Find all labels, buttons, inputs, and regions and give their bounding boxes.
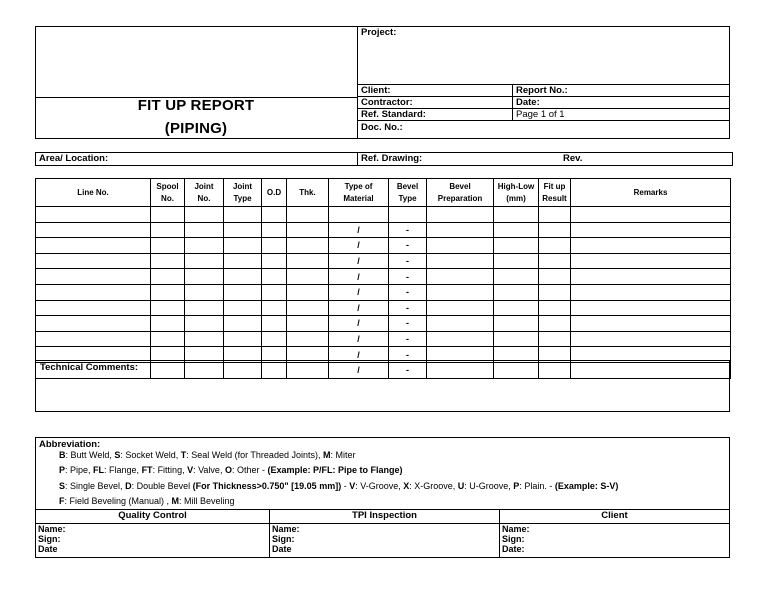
report-title: FIT UP REPORT	[137, 97, 255, 114]
project-label: Project:	[361, 27, 397, 38]
table-row	[36, 331, 731, 347]
column-header-text: Joint	[194, 181, 214, 191]
bevel-type-legend	[59, 481, 618, 492]
table-cell[interactable]: /	[329, 222, 389, 238]
qc-sign-field[interactable]: Sign:	[38, 534, 61, 544]
table-cell[interactable]	[494, 238, 539, 254]
column-header-text: (mm)	[506, 193, 526, 203]
abbreviation-text: : Other -	[231, 465, 268, 475]
table-cell[interactable]	[36, 284, 151, 300]
column-header-text: Spool	[156, 181, 179, 191]
rule	[357, 120, 730, 121]
column-header-text: No.	[161, 193, 174, 203]
table-cell[interactable]	[539, 300, 571, 316]
abbreviation-text: : Pipe,	[65, 465, 94, 475]
contractor-label: Contractor:	[361, 97, 413, 108]
fit-up-table	[35, 178, 731, 379]
tpi-date-field[interactable]: Date	[272, 544, 292, 554]
doc-no-label: Doc. No.:	[361, 122, 403, 133]
table-row	[36, 253, 731, 269]
column-header	[571, 179, 731, 207]
abbreviation-text: FT	[141, 465, 153, 475]
abbreviation-box	[35, 437, 730, 510]
table-cell[interactable]	[494, 284, 539, 300]
column-header-text: O.D	[266, 187, 282, 197]
tpi-inspection-heading: TPI Inspection	[270, 510, 499, 524]
qc-name-field[interactable]: Name:	[38, 524, 66, 534]
abbreviation-heading: Abbreviation:	[39, 439, 101, 450]
quality-control-column	[36, 510, 270, 558]
table-cell[interactable]	[494, 331, 539, 347]
abbreviation-text: : Butt Weld,	[65, 450, 115, 460]
joint-material-legend	[59, 465, 403, 476]
table-cell[interactable]	[287, 284, 329, 300]
column-header	[539, 179, 571, 207]
table-cell[interactable]	[36, 207, 151, 223]
column-header-text: Type of	[344, 181, 373, 191]
table-cell[interactable]	[36, 238, 151, 254]
abbreviation-text: O	[224, 465, 232, 475]
table-cell[interactable]	[262, 316, 287, 332]
table-cell[interactable]	[151, 253, 185, 269]
table-cell[interactable]	[389, 207, 427, 223]
tpi-name-field[interactable]: Name:	[272, 524, 300, 534]
abbreviation-text: : X-Groove,	[409, 481, 458, 491]
table-cell[interactable]	[571, 253, 731, 269]
table-row	[36, 222, 731, 238]
table-cell[interactable]	[262, 300, 287, 316]
abbreviation-text: D	[125, 481, 132, 491]
table-cell[interactable]: -	[389, 284, 427, 300]
table-cell[interactable]	[151, 269, 185, 285]
column-header-text: Joint	[232, 181, 253, 191]
abbreviation-text: : Flange,	[104, 465, 142, 475]
table-cell[interactable]	[539, 316, 571, 332]
ref-standard-label: Ref. Standard:	[361, 109, 426, 120]
qc-date-field[interactable]: Date	[38, 544, 58, 554]
table-cell[interactable]	[262, 284, 287, 300]
table-cell[interactable]	[427, 207, 494, 223]
table-cell[interactable]	[151, 284, 185, 300]
table-cell[interactable]	[36, 253, 151, 269]
table-cell[interactable]: /	[329, 238, 389, 254]
table-cell[interactable]	[539, 284, 571, 300]
client-name-field[interactable]: Name:	[502, 524, 530, 534]
table-cell[interactable]	[539, 331, 571, 347]
table-cell[interactable]	[262, 222, 287, 238]
column-header	[427, 179, 494, 207]
column-header	[151, 179, 185, 207]
column-header-text: Line No.	[77, 187, 109, 197]
table-cell[interactable]	[494, 300, 539, 316]
abbreviation-text: (For Thickness	[192, 481, 257, 491]
table-row	[36, 207, 731, 223]
table-cell[interactable]: /	[329, 331, 389, 347]
column-header-text: Result	[542, 193, 567, 203]
table-cell[interactable]	[539, 269, 571, 285]
table-cell[interactable]	[571, 238, 731, 254]
technical-comments-box[interactable]	[35, 360, 730, 412]
table-cell[interactable]	[571, 284, 731, 300]
area-location-label: Area/ Location:	[39, 153, 109, 164]
table-cell[interactable]	[539, 207, 571, 223]
column-header	[494, 179, 539, 207]
abbreviation-text: M	[171, 496, 180, 506]
table-cell[interactable]	[427, 222, 494, 238]
column-header	[389, 179, 427, 207]
table-row	[36, 238, 731, 254]
tpi-inspection-column	[270, 510, 500, 558]
table-cell[interactable]	[224, 316, 262, 332]
weld-type-legend	[59, 450, 355, 461]
abbreviation-text: P	[59, 465, 66, 475]
rev-label: Rev.	[563, 153, 583, 164]
abbreviation-text: >0.750" [19.05 mm])	[256, 481, 342, 491]
table-cell[interactable]: -	[389, 316, 427, 332]
table-cell[interactable]	[224, 222, 262, 238]
table-cell[interactable]	[151, 238, 185, 254]
abbreviation-text: M	[322, 450, 331, 460]
table-cell[interactable]	[185, 284, 224, 300]
table-cell[interactable]	[494, 253, 539, 269]
table-cell[interactable]	[151, 222, 185, 238]
table-cell[interactable]	[262, 269, 287, 285]
table-cell[interactable]	[36, 222, 151, 238]
table-cell[interactable]: -	[389, 362, 427, 378]
table-cell[interactable]	[571, 331, 731, 347]
abbreviation-text: S	[114, 450, 121, 460]
table-cell[interactable]: -	[389, 253, 427, 269]
table-cell[interactable]	[262, 331, 287, 347]
table-cell[interactable]	[262, 207, 287, 223]
table-cell[interactable]	[151, 331, 185, 347]
column-header	[185, 179, 224, 207]
table-cell[interactable]	[224, 269, 262, 285]
report-no-label: Report No.:	[516, 85, 568, 96]
table-cell[interactable]	[185, 331, 224, 347]
table-cell[interactable]	[262, 238, 287, 254]
table-cell[interactable]	[494, 269, 539, 285]
column-header-text: Type	[398, 193, 417, 203]
table-cell[interactable]	[571, 269, 731, 285]
column-header-text: Bevel	[449, 181, 471, 191]
abbreviation-text: U	[457, 481, 465, 491]
column-header-text: No.	[197, 193, 211, 203]
page-number: Page 1 of 1	[516, 109, 565, 120]
table-cell[interactable]	[224, 207, 262, 223]
table-cell[interactable]: -	[389, 238, 427, 254]
column-header-text: Type	[233, 193, 252, 203]
abbreviation-text: FL	[93, 465, 105, 475]
table-cell[interactable]: /	[329, 269, 389, 285]
table-cell[interactable]	[185, 269, 224, 285]
table-cell[interactable]	[427, 269, 494, 285]
table-cell[interactable]	[494, 222, 539, 238]
abbreviation-text: (Example: S-V)	[554, 481, 619, 491]
table-cell[interactable]	[224, 300, 262, 316]
abbreviation-text: V	[349, 481, 356, 491]
rule	[357, 96, 730, 97]
abbreviation-text: S	[59, 481, 66, 491]
table-cell[interactable]	[494, 316, 539, 332]
table-cell[interactable]	[427, 316, 494, 332]
table-header-row	[36, 179, 731, 207]
table-cell[interactable]: /	[329, 253, 389, 269]
table-cell[interactable]: -	[389, 347, 427, 363]
abbreviation-text: : Mill Beveling	[179, 496, 235, 506]
rule	[512, 84, 513, 120]
table-cell[interactable]	[36, 269, 151, 285]
table-cell[interactable]	[36, 300, 151, 316]
client-date-field[interactable]: Date:	[502, 544, 525, 554]
table-cell[interactable]	[185, 238, 224, 254]
table-cell[interactable]	[329, 207, 389, 223]
column-header	[287, 179, 329, 207]
table-cell[interactable]	[427, 331, 494, 347]
table-row	[36, 300, 731, 316]
column-header-text: Thk.	[299, 187, 316, 197]
table-cell[interactable]	[287, 253, 329, 269]
column-header-text: Preparation	[437, 193, 483, 203]
abbreviation-text: V	[187, 465, 194, 475]
table-cell[interactable]	[185, 300, 224, 316]
abbreviation-text: (Example: P/FL: Pipe to Flange)	[267, 465, 403, 475]
technical-comments-label: Technical Comments:	[40, 362, 139, 373]
tpi-sign-field[interactable]: Sign:	[272, 534, 295, 544]
column-header	[36, 179, 151, 207]
table-body	[36, 207, 731, 379]
table-cell[interactable]: -	[389, 331, 427, 347]
table-cell[interactable]	[287, 222, 329, 238]
table-cell[interactable]	[36, 316, 151, 332]
abbreviation-text: : Fitting,	[152, 465, 188, 475]
table-cell[interactable]	[185, 253, 224, 269]
table-cell[interactable]	[571, 222, 731, 238]
table-cell[interactable]	[185, 316, 224, 332]
table-row	[36, 316, 731, 332]
table-cell[interactable]: -	[389, 222, 427, 238]
table-cell[interactable]	[427, 253, 494, 269]
column-header-text: Remarks	[633, 187, 668, 197]
abbreviation-text: : Valve,	[193, 465, 225, 475]
abbreviation-text: : Plain. -	[519, 481, 555, 491]
table-cell[interactable]	[36, 331, 151, 347]
signature-block	[35, 510, 730, 558]
table-cell[interactable]: /	[329, 300, 389, 316]
table-cell[interactable]: /	[329, 284, 389, 300]
table-cell[interactable]: /	[329, 316, 389, 332]
table-cell[interactable]	[494, 207, 539, 223]
column-header	[224, 179, 262, 207]
column-header	[329, 179, 389, 207]
column-header-text: Bevel	[396, 181, 419, 191]
client-heading: Client	[500, 510, 729, 524]
abbreviation-text: X	[403, 481, 410, 491]
client-column	[500, 510, 729, 558]
table-cell[interactable]	[287, 331, 329, 347]
abbreviation-text: : U-Groove,	[464, 481, 514, 491]
abbreviation-text: B	[59, 450, 66, 460]
table-cell[interactable]	[427, 300, 494, 316]
table-cell[interactable]: /	[329, 362, 389, 378]
column-header-text: Fit up	[543, 181, 566, 191]
client-sign-field[interactable]: Sign:	[502, 534, 525, 544]
table-cell[interactable]	[224, 253, 262, 269]
table-cell[interactable]	[287, 207, 329, 223]
table-cell[interactable]	[539, 253, 571, 269]
client-label: Client:	[361, 85, 391, 96]
table-cell[interactable]	[151, 207, 185, 223]
table-cell[interactable]	[151, 300, 185, 316]
table-cell[interactable]	[287, 269, 329, 285]
table-cell[interactable]	[262, 253, 287, 269]
abbreviation-text: -	[341, 481, 350, 491]
rule	[357, 152, 358, 166]
abbreviation-text: : V-Groove,	[355, 481, 404, 491]
table-cell[interactable]	[427, 284, 494, 300]
table-cell[interactable]	[287, 300, 329, 316]
header-divider	[357, 26, 358, 139]
table-cell[interactable]: -	[389, 300, 427, 316]
abbreviation-text: P	[513, 481, 520, 491]
column-header-text: High-Low	[497, 181, 535, 191]
column-header	[262, 179, 287, 207]
abbreviation-text: : Seal Weld (for Threaded Joints),	[186, 450, 323, 460]
bevel-prep-legend	[59, 496, 235, 507]
table-cell[interactable]	[224, 238, 262, 254]
ref-drawing-label: Ref. Drawing:	[361, 153, 423, 164]
abbreviation-text: : Double Bevel	[131, 481, 193, 491]
abbreviation-text: : Single Bevel,	[65, 481, 126, 491]
table-cell[interactable]	[151, 316, 185, 332]
table-row	[36, 269, 731, 285]
quality-control-heading: Quality Control	[36, 510, 269, 524]
table-cell[interactable]: /	[329, 347, 389, 363]
column-header-text: Material	[343, 193, 374, 203]
table-cell[interactable]	[185, 207, 224, 223]
table-cell[interactable]	[571, 207, 731, 223]
abbreviation-text: : Miter	[330, 450, 356, 460]
table-cell[interactable]	[185, 222, 224, 238]
table-cell[interactable]	[539, 222, 571, 238]
abbreviation-text: : Field Beveling (Manual) ,	[64, 496, 172, 506]
report-subtitle: (PIPING)	[164, 120, 228, 137]
abbreviation-text: : Socket Weld,	[120, 450, 181, 460]
table-row	[36, 284, 731, 300]
table-cell[interactable]	[571, 300, 731, 316]
table-cell[interactable]	[571, 316, 731, 332]
table-cell[interactable]	[287, 238, 329, 254]
table-cell[interactable]	[539, 238, 571, 254]
abbreviation-text: T	[180, 450, 187, 460]
table-cell[interactable]	[224, 284, 262, 300]
table-cell[interactable]	[224, 331, 262, 347]
table-cell[interactable]	[427, 238, 494, 254]
date-label: Date:	[516, 97, 540, 108]
table-cell[interactable]: -	[389, 269, 427, 285]
table-cell[interactable]	[287, 316, 329, 332]
abbreviation-text: F	[59, 496, 65, 506]
